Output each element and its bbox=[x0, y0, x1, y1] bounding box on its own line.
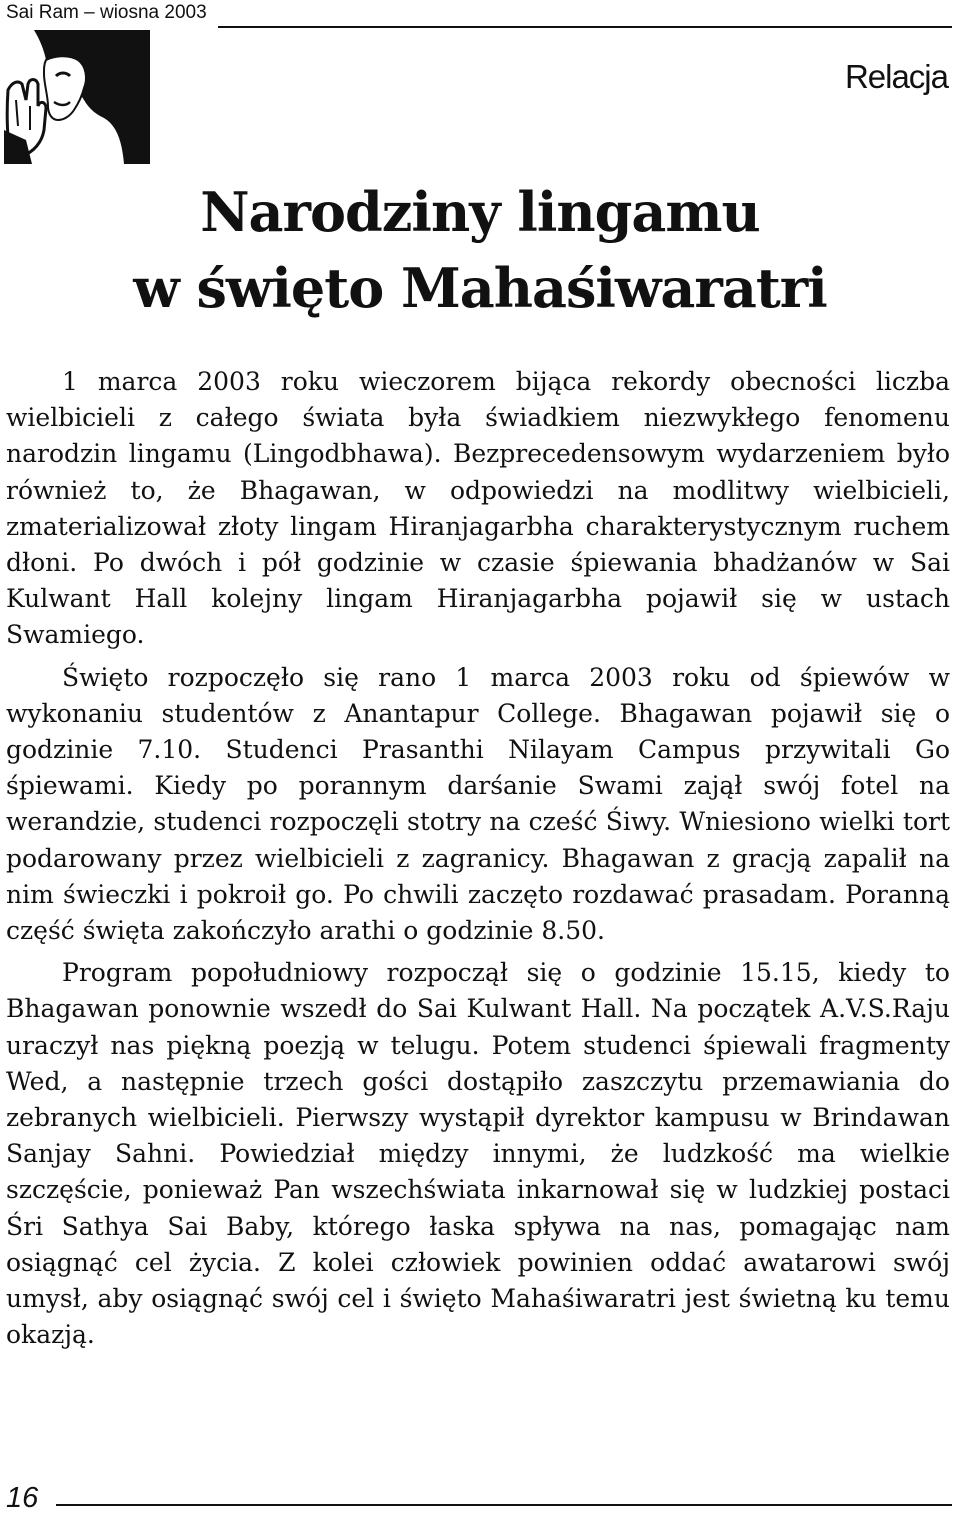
article-title-line1: Narodziny lingamu bbox=[200, 180, 760, 244]
running-head: Sai Ram – wiosna 2003 bbox=[6, 2, 207, 23]
footer-rule bbox=[56, 1504, 952, 1506]
article-body bbox=[6, 364, 950, 1359]
header-rule bbox=[218, 26, 952, 28]
portrait-illustration-icon bbox=[4, 30, 150, 164]
page-number: 16 bbox=[6, 1482, 39, 1514]
article-title-line2: w święto Mahaśiwaratri bbox=[133, 256, 827, 320]
paragraph: Święto rozpoczęło się rano 1 marca 2003 roku od śpiewów w wykonaniu studentów z Anantapur College. Bhagawan pojawił się o godzinie 7.10. Studenci Prasanthi Nilayam Campus przywitali Go śpiewami. Kiedy po porannym darśanie Swami zajął swój fotel na werandzie, studenci rozpoczęli stotry na cześć Śiwy. Wniesiono wielki tort podarowany przez wielbicieli z zagranicy. Bhagawan z gracją zapalił na nim świeczki i pokroił go. Po chwili zaczęto rozdawać prasadam. Poranną część święta zakończyło arathi o godzinie 8.50. bbox=[6, 662, 950, 946]
paragraph: Program popołudniowy rozpoczął się o godzinie 15.15, kiedy to Bhagawan ponownie wszedł do Sai Kulwant Hall. Na początek A.V.S.Raju uraczył nas piękną poezją w telugu. Potem studenci śpiewali fragmenty Wed, a następnie trzech gości dostąpiło zaszczytu przemawiania do zebranych wielbicieli. Pierwszy wystąpił dyrektor kampusu w Brindawan Sanjay Sahni. Powiedział między innymi, że ludzkość ma wielkie szczęście, ponieważ Pan wszechświata inkarnował się w ludzkiej postaci Śri Sathya Sai Baby, którego łaska spływa na nas, pomagając nam osiągnąć cel życia. Z kolei człowiek powinien oddać awatarowi swój umysł, aby osiągnąć swój cel i święto Mahaśiwaratri jest świetną ku temu okazją. bbox=[6, 958, 950, 1350]
section-label: Relacja bbox=[844, 58, 948, 95]
paragraph: 1 marca 2003 roku wieczorem bijąca rekordy obecności liczba wielbicieli z całego świata była świadkiem niezwykłego fenomenu narodzin lingamu (Lingodbhawa). Bezprecedensowym wydarzeniem było również to, że Bhagawan, w odpowiedzi na modlitwy wielbicieli, zmaterializował złoty lingam Hiranjagarbha charakterystycznym ruchem dłoni. Po dwóch i pół godzinie w czasie śpiewania bhadżanów w Sai Kulwant Hall kolejny lingam Hiranjagarbha pojawił się w ustach Swamiego. bbox=[6, 367, 950, 650]
